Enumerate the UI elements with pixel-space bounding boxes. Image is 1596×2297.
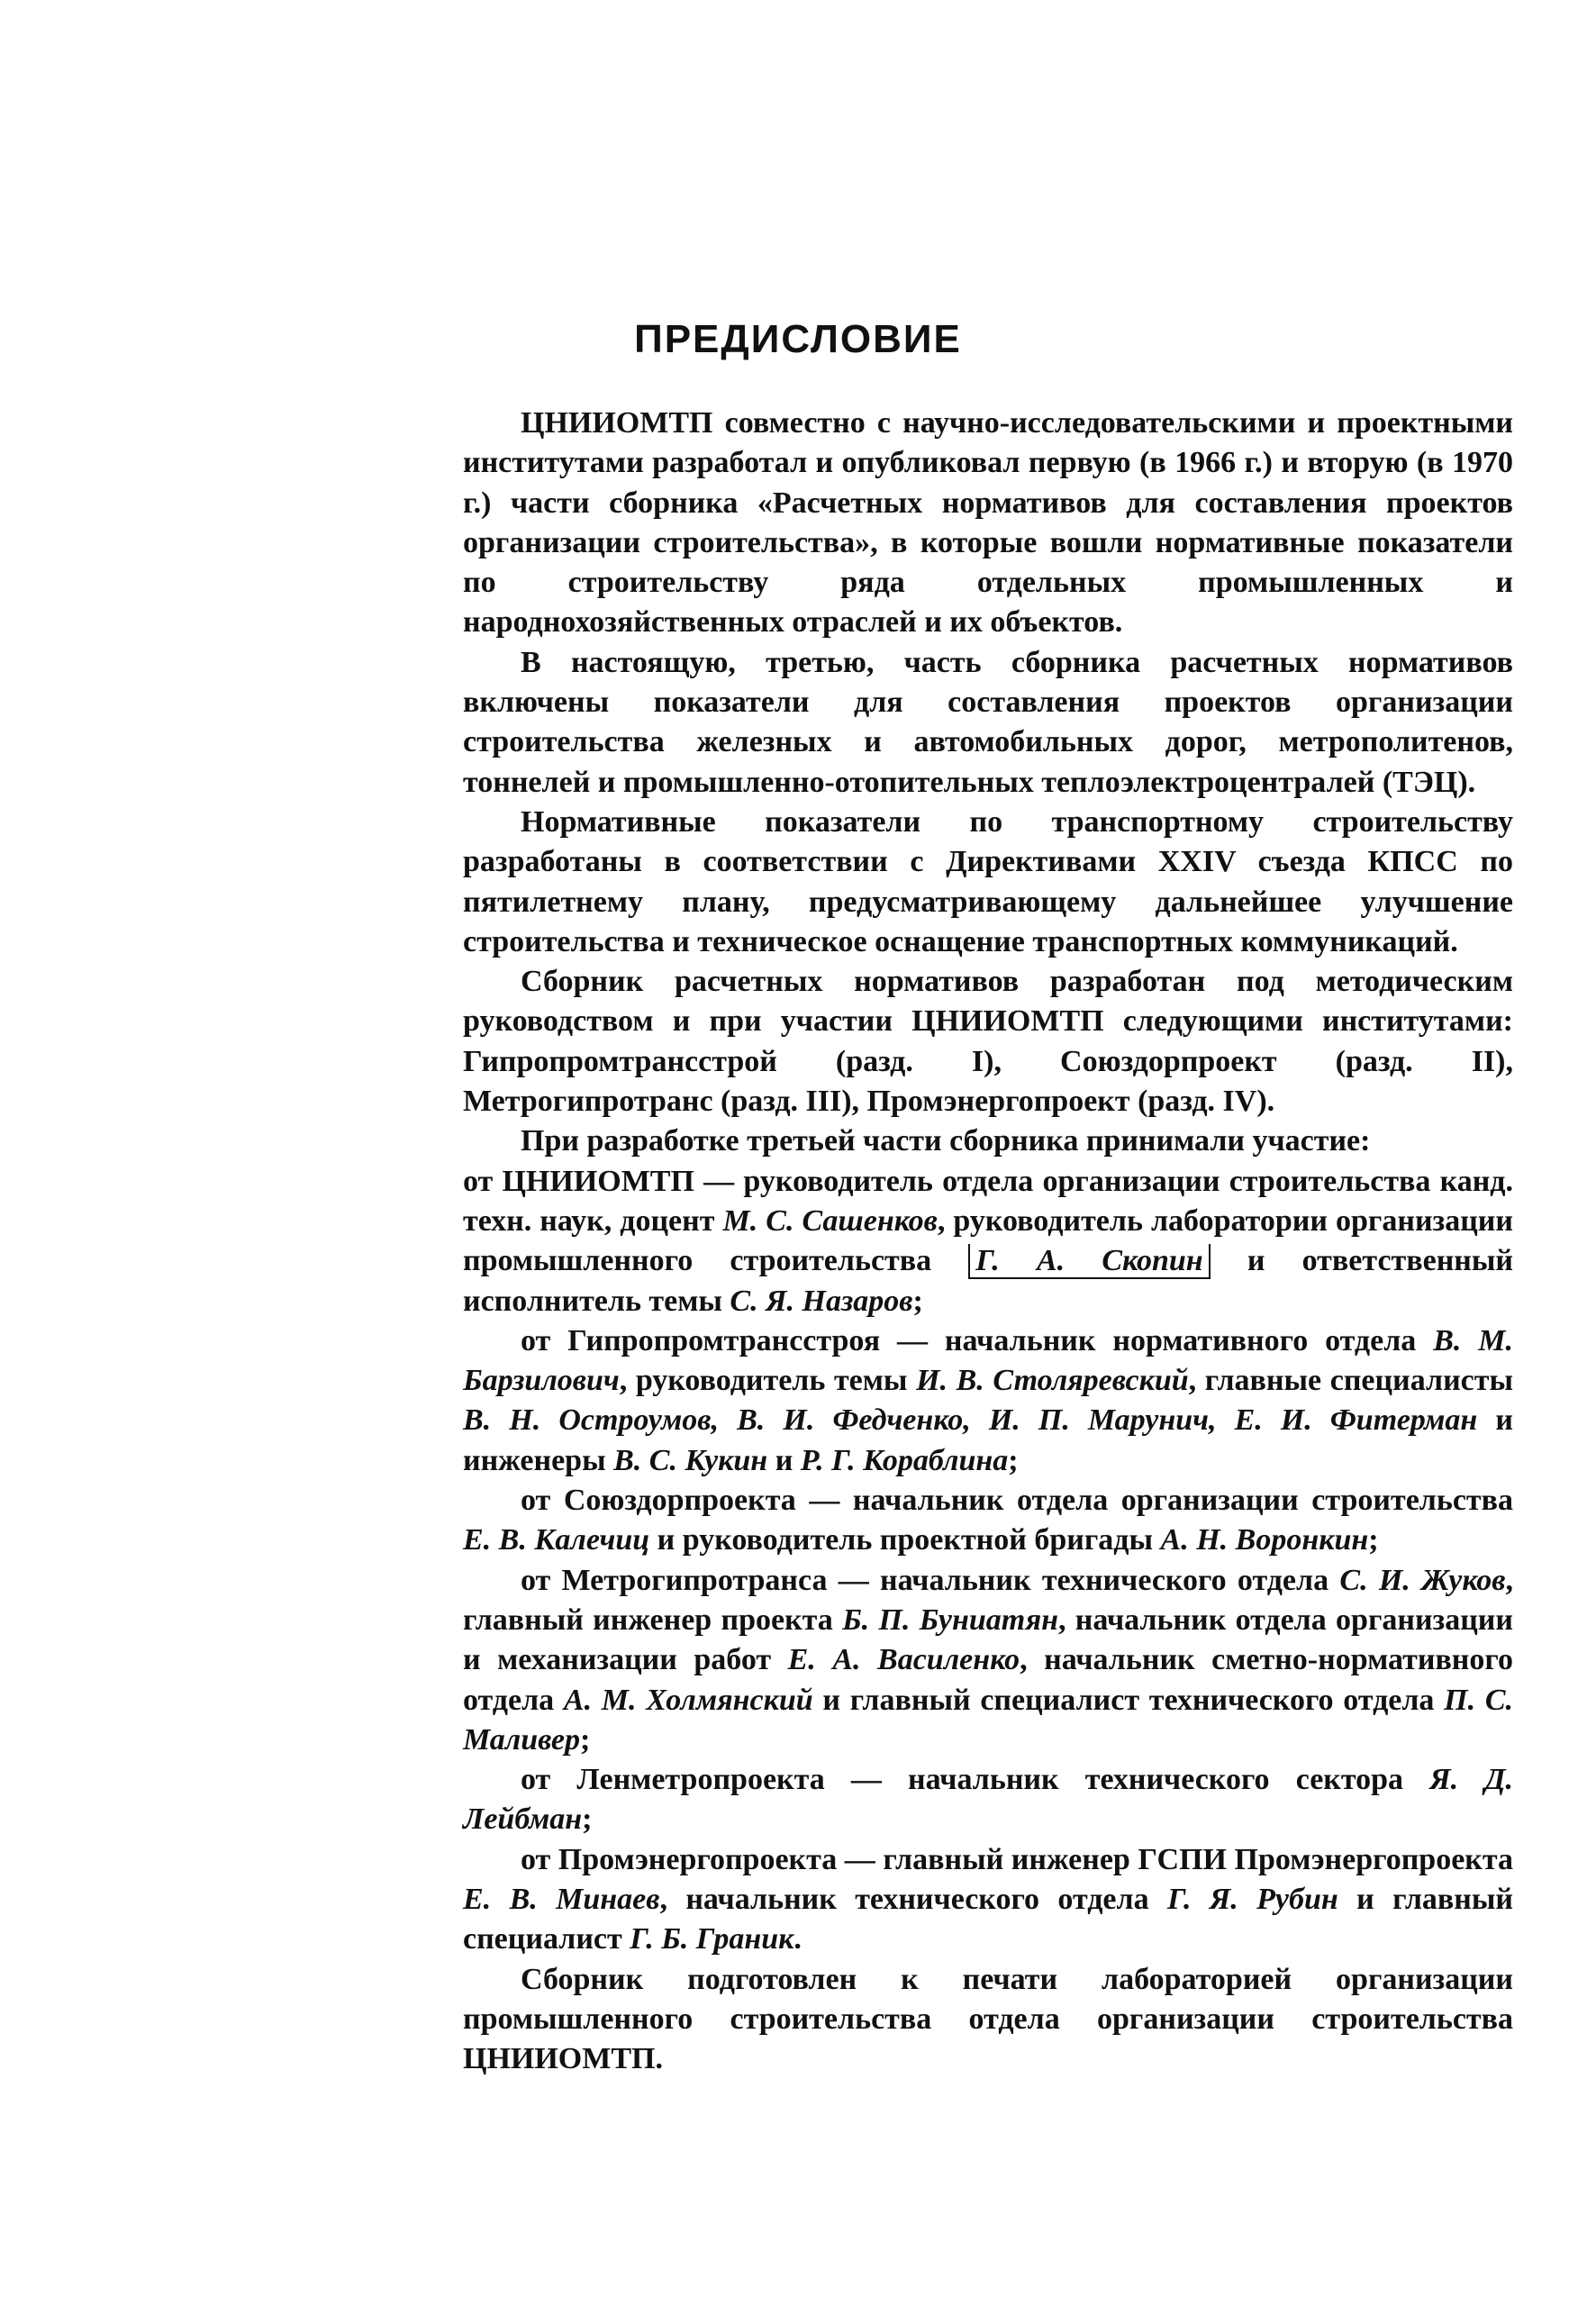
text-span: от Гипропромтрансстроя — начальник нормативного отдела: [521, 1323, 1434, 1357]
text-span: , главные специалисты: [1188, 1364, 1513, 1398]
paragraph-metrogiprotrans-participants: [463, 1561, 1513, 1760]
paragraph-gipropromtransstroy-participants: [463, 1321, 1513, 1481]
paragraph-promenergoproekt-participants: [463, 1840, 1513, 1960]
person-name: Г. Б. Граник: [630, 1922, 794, 1957]
text-span: ;: [582, 1802, 593, 1837]
person-name: Е. А. Василенко: [787, 1643, 1020, 1677]
text-span: и руководитель проектной бригады: [649, 1523, 1161, 1557]
person-name: С. Я. Назаров: [730, 1284, 913, 1318]
person-name: В. М. Барзилович: [463, 1323, 1513, 1398]
person-name: П. С. Маливер: [463, 1683, 1514, 1757]
text-span: от Промэнергопроекта — главный инженер ГСПИ Промэнергопроекта: [521, 1842, 1513, 1876]
person-name: А. Н. Воронкин: [1160, 1523, 1369, 1557]
text-span: от Союздорпроекта — начальник отдела организации строительства: [521, 1484, 1513, 1518]
text-span: , главный инженер проекта: [463, 1563, 1513, 1637]
paragraph-cniiomtp-participants: [463, 1162, 1513, 1321]
person-name: С. И. Жуков: [1339, 1563, 1506, 1597]
text-span: .: [793, 1922, 802, 1957]
person-name: М. С. Сашенков: [722, 1203, 938, 1238]
text-span: и ответственный исполнитель темы: [463, 1244, 1514, 1318]
paragraph-lenmetroproekt-participants: [463, 1760, 1513, 1840]
text-span: , начальник сметно-нормативного отдела: [463, 1643, 1513, 1717]
paragraph-final: Сборник подготовлен к печати лабораторией организации промышленного строительства отдела организации строительства ЦНИИОМТП.: [463, 1962, 1513, 2076]
text-span: , руководитель лаборатории организации промышленного строительства: [463, 1203, 1513, 1278]
text-span: , руководитель темы: [619, 1364, 917, 1398]
paragraph-1: ЦНИИОМТП совместно с научно-исследовательскими и проектными институтами разработал и опубликовал первую (в 1966 г.) и вторую (в 1970 г.) части сборника «Расчетных нормативов для составления проектов организации строительства», в которые вошли нормативные показатели по строительству ряда отдельных промышленных и народнохозяйственных отраслей и их объектов.: [463, 406, 1513, 640]
paragraph-3: Нормативные показатели по транспортному строительству разработаны в соответствии с Директивами XXIV съезда КПСС по пятилетнему плану, предусматривающему дальнейшее улучшение строительства и техническое оснащение транспортных коммуникаций.: [463, 804, 1513, 958]
page-title: ПРЕДИСЛОВИЕ: [634, 317, 962, 361]
person-name: Е. В. Минаев: [463, 1882, 660, 1916]
text-span: и главный специалист технического отдела: [812, 1683, 1445, 1717]
text-span: , начальник отдела организации и механизации работ: [463, 1602, 1513, 1677]
text-span: ;: [1008, 1443, 1019, 1477]
person-name: Я. Д. Лейбман: [463, 1763, 1514, 1837]
person-name: В. Н. Остроумов, В. И. Федченко, И. П. Марунич, Е. И. Фитерман: [463, 1403, 1478, 1438]
text-span: , начальник технического отдела: [659, 1882, 1167, 1916]
text-span: и: [767, 1443, 801, 1477]
person-name: Б. П. Буниатян: [842, 1602, 1058, 1637]
text-span: от Ленметропроекта — начальник технического сектора: [521, 1763, 1430, 1797]
person-name: И. В. Столяревский: [916, 1364, 1189, 1398]
person-name: Р. Г. Кораблина: [800, 1443, 1009, 1477]
text-span: ;: [912, 1284, 923, 1318]
text-span: ;: [1368, 1523, 1379, 1557]
text-span: и инженеры: [463, 1403, 1513, 1477]
document-body: [463, 404, 1513, 2079]
text-span: ;: [579, 1722, 591, 1757]
paragraph-4: Сборник расчетных нормативов разработан под методическим руководством и при участии ЦНИИОМТП следующими институтами: Гипропромтрансстрой (разд. I), Союздорпроект (разд. II), Метрогипротранс (разд. III), Промэнергопроект (разд. IV).: [463, 965, 1513, 1119]
text-span: от Метрогипротранса — начальник технического отдела: [521, 1563, 1340, 1597]
person-name: Г. Я. Рубин: [1166, 1882, 1338, 1916]
text-span: от ЦНИИОМТП — руководитель отдела организации строительства канд. техн. наук, доцент: [463, 1164, 1513, 1238]
paragraph-2: В настоящую, третью, часть сборника расчетных нормативов включены показатели для составления проектов организации строительства железных и автомобильных дорог, метрополитенов, тоннелей и промышленно-отопительных теплоэлектроцентралей (ТЭЦ).: [463, 645, 1513, 799]
person-name: Е. В. Калечиц: [463, 1523, 650, 1557]
person-name-boxed: Г. А. Скопин: [968, 1244, 1210, 1279]
person-name: В. С. Кукин: [613, 1443, 768, 1477]
person-name: А. М. Холмянский: [563, 1683, 813, 1717]
paragraph-5: При разработке третьей части сборника принимали участие:: [521, 1124, 1371, 1158]
paragraph-soyuzdorproekt-participants: [463, 1481, 1513, 1561]
text-span: и главный специалист: [463, 1882, 1514, 1957]
